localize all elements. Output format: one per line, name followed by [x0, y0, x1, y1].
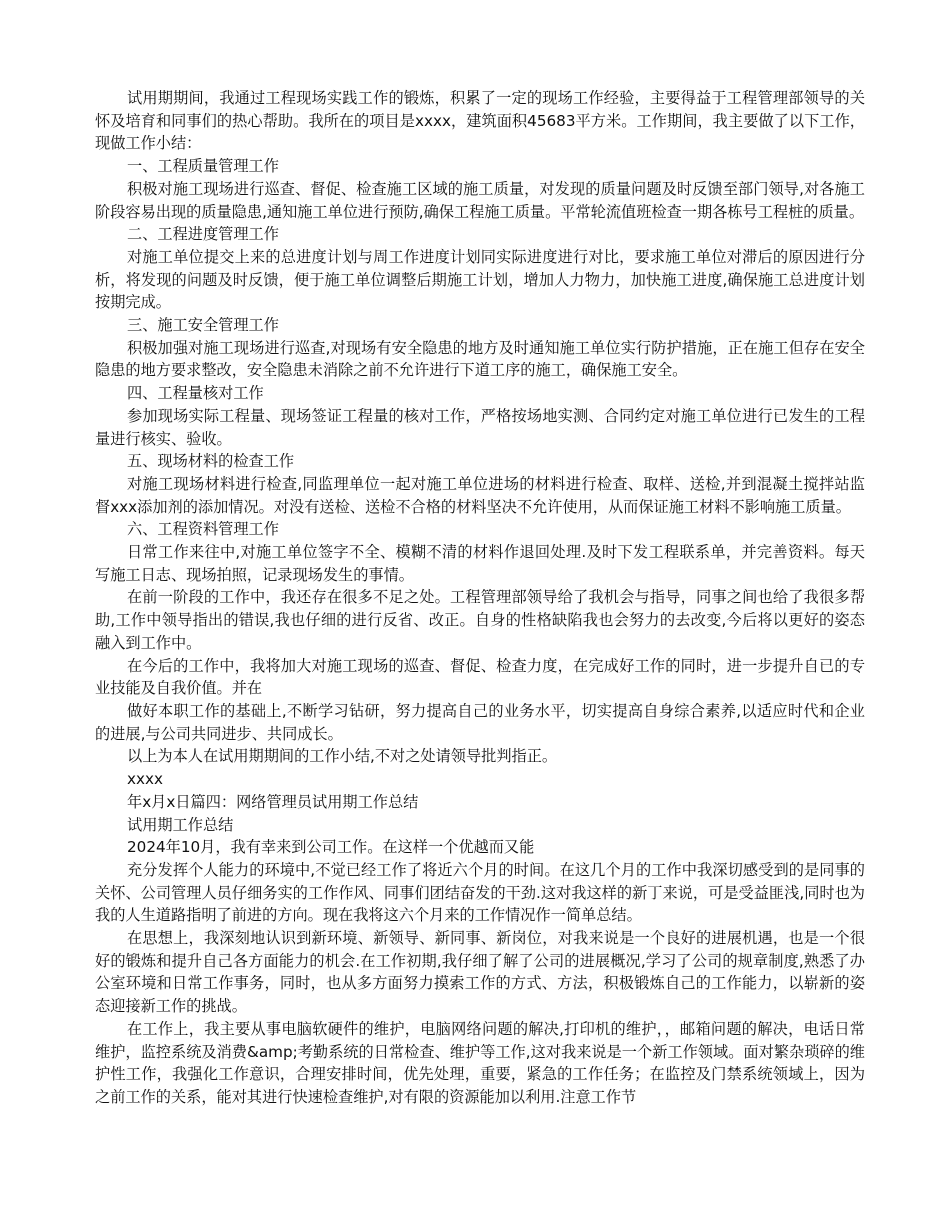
paragraph-future-plan-continued: 做好本职工作的基础上,不断学习钻研，努力提高自己的业务水平，切实提高自身综合素养,以适应时代和企业的进展,与公司共同进步、共同成长。	[95, 701, 865, 743]
document-body	[95, 87, 865, 1109]
paragraph-document-management: 日常工作来往中,对施工单位签字不全、模糊不清的材料作退回处理.及时下发工程联系单，并完善资料。每天写施工日志、现场拍照，记录现场发生的事情。	[95, 543, 865, 584]
signature-name: xxxx	[127, 770, 163, 789]
paragraph-conclusion: 以上为本人在试用期期间的工作小结,不对之处请领导批判指正。	[127, 747, 558, 766]
paragraph-quantity-check: 参加现场实际工程量、现场签证工程量的核对工作，严格按场地实测、合同约定对施工单位进行已发生的工程量进行核实、验收。	[95, 406, 865, 448]
paragraph-quality-management: 积极对施工现场进行巡查、督促、检查施工区域的施工质量，对发现的质量问题及时反馈至部门领导,对各施工阶段容易出现的质量隐患,通知施工单位进行预防,确保工程施工质量。平常轮流值班检查一期各栋号工程桩的质量。	[95, 179, 865, 221]
paragraph-progress-management: 对施工单位提交上来的总进度计划与周工作进度计划同实际进度进行对比，要求施工单位对滞后的原因进行分析，将发现的问题及时反馈，便于施工单位调整后期施工计划，增加人力物力，加快施工进度,确保施工总进度计划按期完成。	[95, 247, 865, 312]
paragraph-shortcomings: 在前一阶段的工作中，我还存在很多不足之处。工程管理部领导给了我机会与指导，同事之间也给了我很多帮助,工作中领导指出的错误,我也仔细的进行反省、改正。自身的性格缺陷我也会努力的去改变,今后将以更好的姿态融入到工作中。	[95, 588, 865, 652]
heading-progress-management: 二、工程进度管理工作	[127, 225, 279, 244]
paragraph-intro: 试用期期间，我通过工程现场实践工作的锻炼，积累了一定的现场工作经验，主要得益于工程管理部领导的关怀及培育和同事们的热心帮助。我所在的项目是xxxx，建筑面积45683平方米。工作期间，我主要做了以下工作，现做工作小结：	[95, 89, 865, 153]
heading-quantity-check: 四、工程量核对工作	[127, 384, 264, 403]
date-and-section-title: 年x月x日篇四：网络管理员试用期工作总结	[127, 792, 419, 811]
heading-material-inspection: 五、现场材料的检查工作	[127, 452, 295, 471]
paragraph-environment: 充分发挥个人能力的环境中,不觉已经工作了将近六个月的时间。在这几个月的工作中我深切感受到的是同事的关怀、公司管理人员仔细务实的工作作风、同事们团结奋发的干劲.这对我这样的新丁来说，可是受益匪浅,同时也为我的人生道路指明了前进的方向。现在我将这六个月来的工作情况作一简单总结。	[95, 860, 865, 925]
paragraph-thinking: 在思想上，我深刻地认识到新环境、新领导、新同事、新岗位，对我来说是一个良好的进展机遇，也是一个很好的锻炼和提升自己各方面能力的机会.在工作初期,我仔细了解了公司的进展概况,学习了公司的规章制度,熟悉了办公室环境和日常工作事务，同时，也从多方面努力摸索工作的方式、方法，积极锻炼自己的工作能力，以崭新的姿态迎接新工作的挑战。	[95, 929, 865, 1016]
paragraph-safety-management: 积极加强对施工现场进行巡查,对现场有安全隐患的地方及时通知施工单位实行防护措施，正在施工但存在安全隐患的地方要求整改，安全隐患未消除之前不允许进行下道工序的施工，确保施工安全。	[95, 338, 865, 380]
heading-document-management: 六、工程资料管理工作	[127, 520, 279, 539]
paragraph-future-plan: 在今后的工作中，我将加大对施工现场的巡查、督促、检查力度，在完成好工作的同时，进一步提升自已的专业技能及自我价值。并在	[95, 656, 865, 698]
paragraph-material-inspection: 对施工现场材料进行检查,同监理单位一起对施工单位进场的材料进行检查、取样、送检,并到混凝土搅拌站监督xxx添加剂的添加情况。对没有送检、送检不合格的材料坚决不允许使用，从而保证施工材料不影响施工质量。	[95, 474, 865, 516]
paragraph-work: 在工作上，我主要从事电脑软硬件的维护，电脑网络问题的解决,打印机的维护，，邮箱问题的解决，电话日常维护，监控系统及消费&amp;考勤系统的日常检查、维护等工作,这对我来说是一个新工作领域。面对繁杂琐碎的维护性工作，我强化工作意识，合理安排时间，优先处理，重要，紧急的工作任务；在监控及门禁系统领域上，因为之前工作的关系，能对其进行快速检查维护,对有限的资源能加以利用.注意工作节	[95, 1019, 865, 1106]
heading-quality-management: 一、工程质量管理工作	[127, 157, 279, 176]
section-title: 试用期工作总结	[127, 815, 234, 834]
paragraph-arrival: 2024年10月，我有幸来到公司工作。在这样一个优越而又能	[127, 838, 535, 857]
heading-safety-management: 三、施工安全管理工作	[127, 316, 279, 335]
